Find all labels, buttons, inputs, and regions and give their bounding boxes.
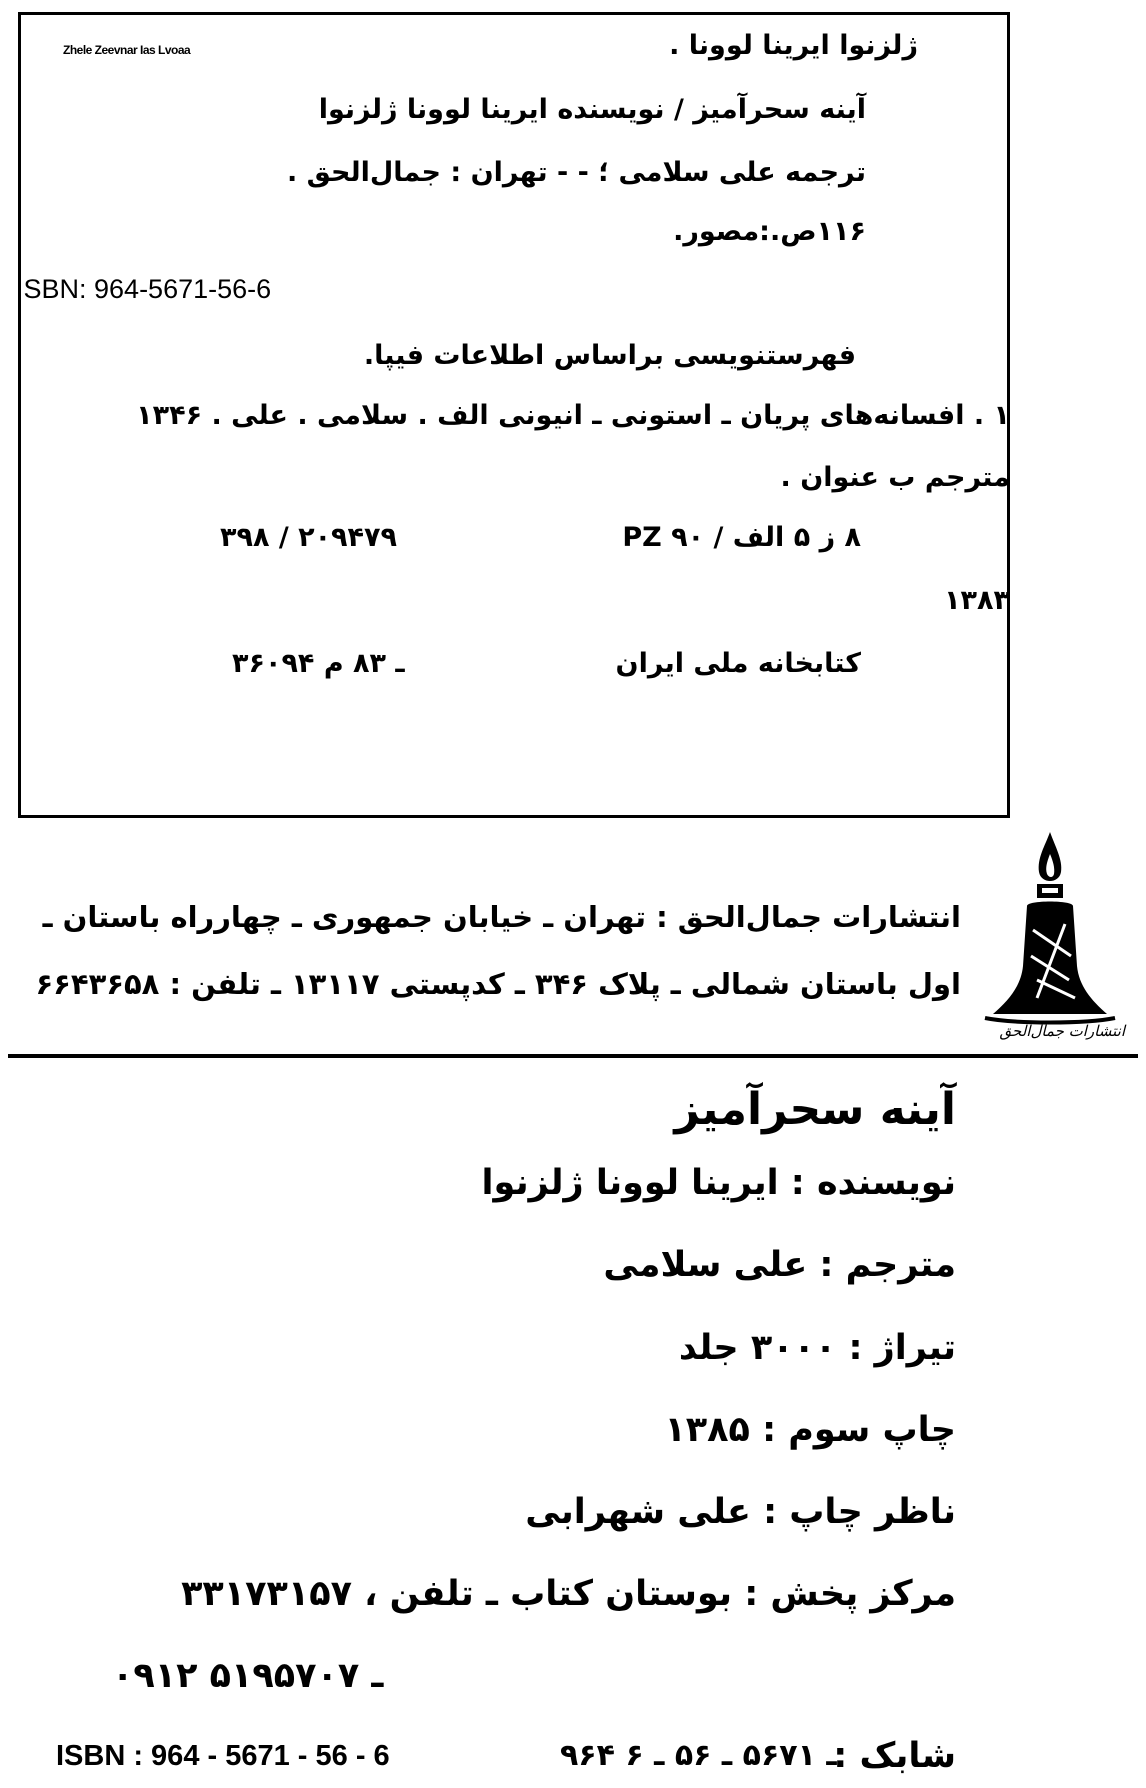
latin-author-name: Zhele Zeevnar Ias Lvoaa xyxy=(63,43,191,57)
imprint-isbn-farsi-label: شابک : xyxy=(833,1736,956,1776)
library-name: کتابخانه ملی ایران xyxy=(615,648,861,679)
pages-note: ۱۱۶ص.:مصور. xyxy=(673,216,866,247)
imprint-edition: چاپ سوم : ۱۳۸۵ xyxy=(664,1410,956,1450)
class-number: ۸ ز ۵ الف / ۹۰ PZ xyxy=(622,522,861,553)
imprint-print-supervisor: ناظر چاپ : علی شهرابی xyxy=(525,1492,956,1532)
dewey-number: ۳۹۸ / ۲۰۹۴۷۹ xyxy=(220,522,397,553)
imprint-distribution: مرکز پخش : بوستان کتاب ـ تلفن ، ۳۳۱۷۳۱۵۷ xyxy=(181,1574,956,1614)
catalog-year: ۱۳۸۳ xyxy=(944,585,1010,616)
imprint-isbn-latin: ISBN : 964 - 5671 - 56 - 6 xyxy=(56,1740,390,1772)
imprint-mobile: ۰۹۱۲ ـ ۵۱۹۵۷۰۷ xyxy=(112,1656,384,1696)
publisher-logo xyxy=(975,828,1125,1050)
bell-logo-icon xyxy=(975,828,1125,1050)
card-isbn: ISBN: 964-5671-56-6 xyxy=(16,274,272,304)
added-entry: مترجم ب عنوان . xyxy=(780,462,1010,493)
book-title: آینه سحرآمیز xyxy=(674,1084,956,1135)
section-divider xyxy=(8,1054,1138,1058)
title-statement: آینه سحرآمیز / نویسنده ایرینا لوونا ژلزنوا xyxy=(318,94,866,125)
publisher-address-line2: اول باستان شمالی ـ پلاک ۳۴۶ ـ کدپستی ۱۳۱۱۷ ـ تلفن : ۶۶۴۳۶۵۸ xyxy=(35,967,961,1001)
logo-caption: انتشارات جمال‌الحق xyxy=(999,1022,1125,1040)
library-number: ۳۶۰۹۴ ـ ۸۳ م xyxy=(232,648,405,679)
imprint-translator: مترجم : علی سلامی xyxy=(603,1245,956,1285)
cataloging-note: فهرستنویسی براساس اطلاعات فیپا. xyxy=(363,340,856,371)
translator-imprint: ترجمه علی سلامی ؛ - - تهران : جمال‌الحق . xyxy=(287,157,866,188)
author-heading: ژلزنوا ایرینا لوونا . xyxy=(669,30,918,61)
imprint-author: نویسنده : ایرینا لوونا ژلزنوا xyxy=(481,1163,956,1203)
publisher-address-line1: انتشارات جمال‌الحق : تهران ـ خیابان جمهوری ـ چهارراه باستان ـ xyxy=(42,900,961,934)
subjects-line: ۱ . افسانه‌های پریان ـ استونی ـ انیونی الف . سلامی . علی . ۱۳۴۶ xyxy=(136,400,1010,431)
imprint-print-run: تیراژ : ۳۰۰۰ جلد xyxy=(678,1328,956,1368)
imprint-isbn-farsi-value: ۹۶۴ ـ ۵۶۷۱ ـ ۵۶ ـ ۶ xyxy=(560,1738,837,1773)
